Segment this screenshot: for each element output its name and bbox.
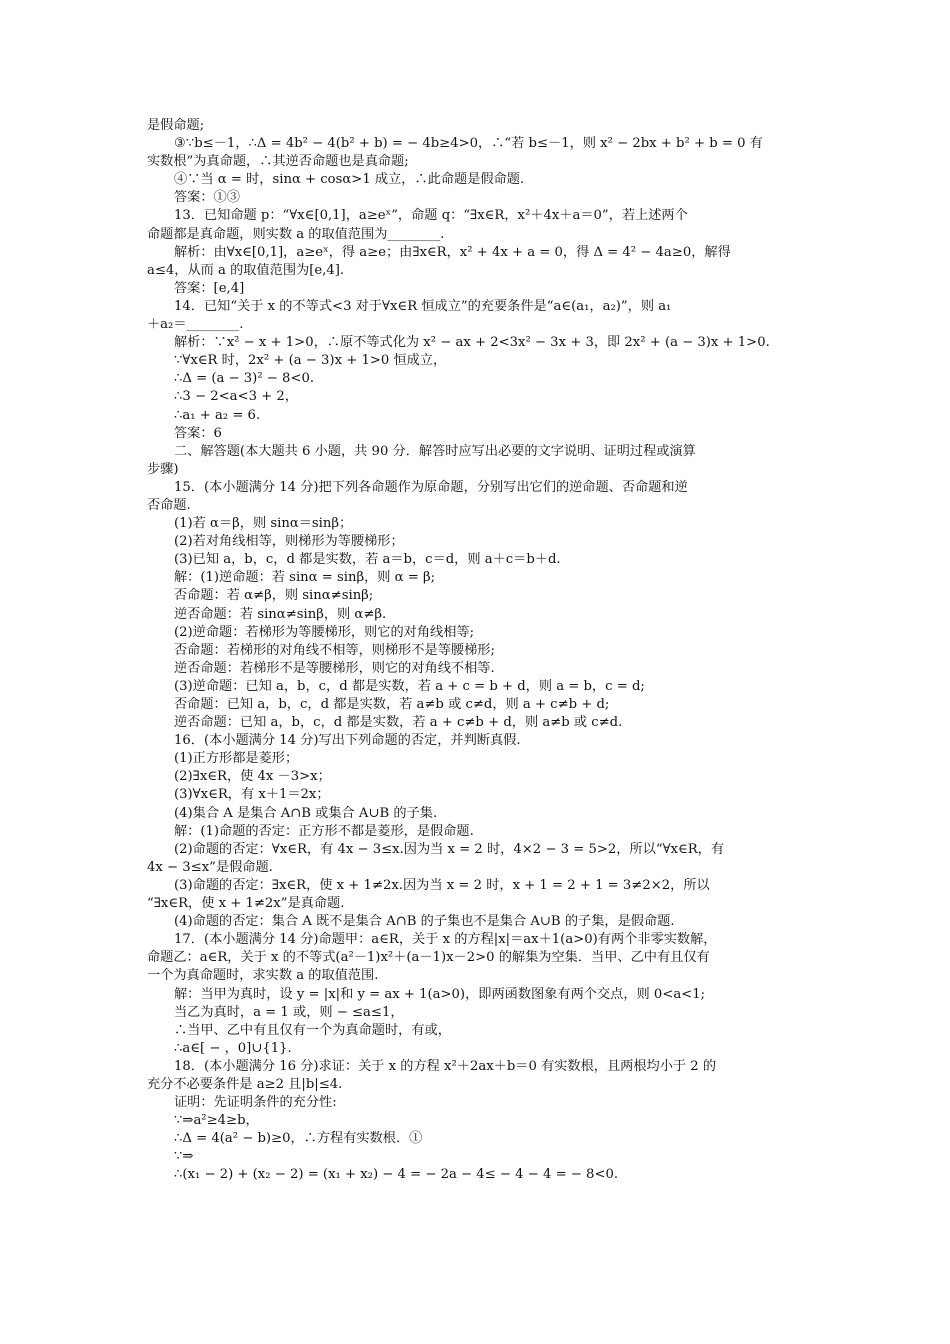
text-line: 否命题：若梯形的对角线不相等，则梯形不是等腰梯形; — [174, 642, 495, 658]
text-line: (3)已知 a，b，c，d 都是实数，若 a＝b，c＝d，则 a＋c＝b＋d. — [174, 552, 561, 568]
text-line: 步骤) — [147, 461, 179, 477]
text-line: ∵∀x∈R 时，2x² + (a − 3)x + 1>0 恒成立， — [174, 353, 447, 369]
text-line: ③∵b≤－1，∴Δ = 4b² − 4(b² + b) = − 4b≥4>0，∴“若 b≤－1，则 x² − 2bx + b² + b = 0 有 — [174, 136, 763, 152]
text-line: 15．(本小题满分 14 分)把下列各命题作为原命题，分别写出它们的逆命题、否命题和逆 — [174, 479, 688, 495]
text-line: 16．(本小题满分 14 分)写出下列命题的否定，并判断真假. — [174, 733, 521, 749]
text-line: 是假命题; — [147, 118, 205, 133]
text-line: ④∵当 α = 时，sinα + cosα>1 成立，∴此命题是假命题. — [174, 172, 525, 188]
text-line: 解析：由∀x∈[0,1]，a≥eˣ，得 a≥e；由∃x∈R，x² + 4x + a = 0，得 Δ = 4² − 4a≥0，解得 — [174, 244, 731, 260]
text-line: 否命题：若 α≠β，则 sinα≠sinβ; — [174, 588, 374, 604]
text-line: 答案：6 — [174, 425, 222, 441]
text-line: 命题乙：a∈R，关于 x 的不等式(a²－1)x²＋(a－1)x－2>0 的解集为空集．当甲、乙中有且仅有 — [147, 950, 710, 966]
text-line: 解析：∵x² − x + 1>0，∴原不等式化为 x² − ax + 2<3x² − 3x + 3，即 2x² + (a − 3)x + 1>0. — [174, 335, 770, 351]
text-line: ∴(x₁ − 2) + (x₂ − 2) = (x₁ + x₂) − 4 = − 2a − 4≤ − 4 − 4 = − 8<0. — [174, 1167, 619, 1183]
text-line: 否命题. — [147, 497, 191, 513]
text-line: (4)集合 A 是集合 A∩B 或集合 A∪B 的子集. — [174, 805, 438, 821]
text-line: 否命题：已知 a，b，c，d 都是实数，若 a≠b 或 c≠d，则 a + c≠b + d; — [174, 697, 610, 712]
text-line: (4)命题的否定：集合 A 既不是集合 A∩B 的子集也不是集合 A∪B 的子集，是假命题. — [174, 914, 675, 930]
text-line: ∴a₁ + a₂ = 6. — [174, 407, 261, 423]
text-line: ∴当甲、乙中有且仅有一个为真命题时，有或， — [174, 1022, 451, 1038]
text-line: 解：当甲为真时，设 y = |x|和 y = ax + 1(a>0)，即两函数图象有两个交点，则 0<a<1; — [174, 986, 706, 1002]
text-line: ＋a₂＝________. — [147, 317, 244, 333]
text-line: 实数根”为真命题，∴其逆否命题也是真命题; — [147, 154, 409, 170]
text-line: (2)命题的否定：∀x∈R，有 4x − 3≤x.因为当 x = 2 时，4×2 − 3 = 5>2，所以“∀x∈R，有 — [174, 841, 725, 857]
text-line: 逆否命题：若梯形不是等腰梯形，则它的对角线不相等. — [174, 660, 495, 676]
text-line: (2)若对角线相等，则梯形为等腰梯形； — [174, 534, 404, 550]
text-line: 一个为真命题时，求实数 a 的取值范围. — [147, 968, 379, 984]
text-line: 证明：先证明条件的充分性: — [174, 1095, 337, 1111]
text-line: 13．已知命题 p：“∀x∈[0,1]，a≥eˣ”，命题 q：“∃x∈R，x²＋4x＋a＝0”，若上述两个 — [174, 208, 688, 224]
text-line: a≤4，从而 a 的取值范围为[e,4]. — [147, 262, 345, 278]
text-line: 当乙为真时，a = 1 或，则 − ≤a≤1， — [174, 1004, 404, 1020]
text-line: 逆否命题：若 sinα≠sinβ，则 α≠β. — [174, 606, 387, 622]
text-line: 逆否命题：已知 a，b，c，d 都是实数，若 a + c≠b + d，则 a≠b 或 c≠d. — [174, 715, 623, 731]
text-line: 17．(本小题满分 14 分)命题甲：a∈R，关于 x 的方程|x|＝ax＋1(a>0)有两个非零实数解， — [174, 932, 717, 948]
text-line: ∵⇒ — [174, 1149, 194, 1165]
text-line: 14．已知“关于 x 的不等式<3 对于∀x∈R 恒成立”的充要条件是“a∈(a₁，a₂)”，则 a₁ — [174, 298, 672, 314]
text-line: 命题都是真命题，则实数 a 的取值范围为________. — [147, 226, 445, 242]
document-page — [147, 117, 815, 1185]
text-line: (3)命题的否定：∃x∈R，使 x + 1≠2x.因为当 x = 2 时，x + 1 = 2 + 1 = 3≠2×2，所以 — [174, 877, 710, 893]
text-line: ∴Δ = 4(a² − b)≥0，∴方程有实数根．① — [174, 1131, 423, 1147]
text-line: (3)逆命题：已知 a，b，c，d 都是实数，若 a + c = b + d，则 a = b，c = d; — [174, 678, 645, 694]
text-line: 答案：①③ — [174, 190, 240, 206]
text-line: 4x − 3≤x”是假命题. — [147, 859, 273, 875]
text-line: (1)正方形都是菱形； — [174, 751, 299, 767]
text-line: 18．(本小题满分 16 分)求证：关于 x 的方程 x²＋2ax＋b＝0 有实数根，且两根均小于 2 的 — [174, 1058, 717, 1074]
text-line: 答案：[e,4] — [174, 280, 245, 296]
text-line: (3)∀x∈R，有 x＋1＝2x； — [174, 787, 330, 803]
text-line: ∴Δ = (a − 3)² − 8<0. — [174, 371, 315, 387]
text-line: (1)若 α＝β，则 sinα＝sinβ； — [174, 516, 353, 532]
text-line: 解：(1)逆命题：若 sinα = sinβ，则 α = β; — [174, 570, 436, 586]
text-line: ∴3 − 2<a<3 + 2， — [174, 389, 298, 405]
text-line: ∵⇒a²≥4≥b， — [174, 1113, 259, 1129]
text-line: 充分不必要条件是 a≥2 且|b|≤4. — [147, 1076, 343, 1092]
text-line: ∴a∈[ − ，0]∪{1}. — [174, 1040, 292, 1056]
text-line: (2)逆命题：若梯形为等腰梯形，则它的对角线相等; — [174, 624, 475, 640]
text-line: 二、解答题(本大题共 6 小题，共 90 分．解答时应写出必要的文字说明、证明过程或演算 — [174, 443, 696, 459]
text-line: 解：(1)命题的否定：正方形不都是菱形，是假命题. — [174, 823, 474, 839]
text-line: “∃x∈R，使 x + 1≠2x”是真命题. — [147, 896, 345, 912]
text-line: (2)∃x∈R，使 4x －3>x； — [174, 769, 331, 785]
